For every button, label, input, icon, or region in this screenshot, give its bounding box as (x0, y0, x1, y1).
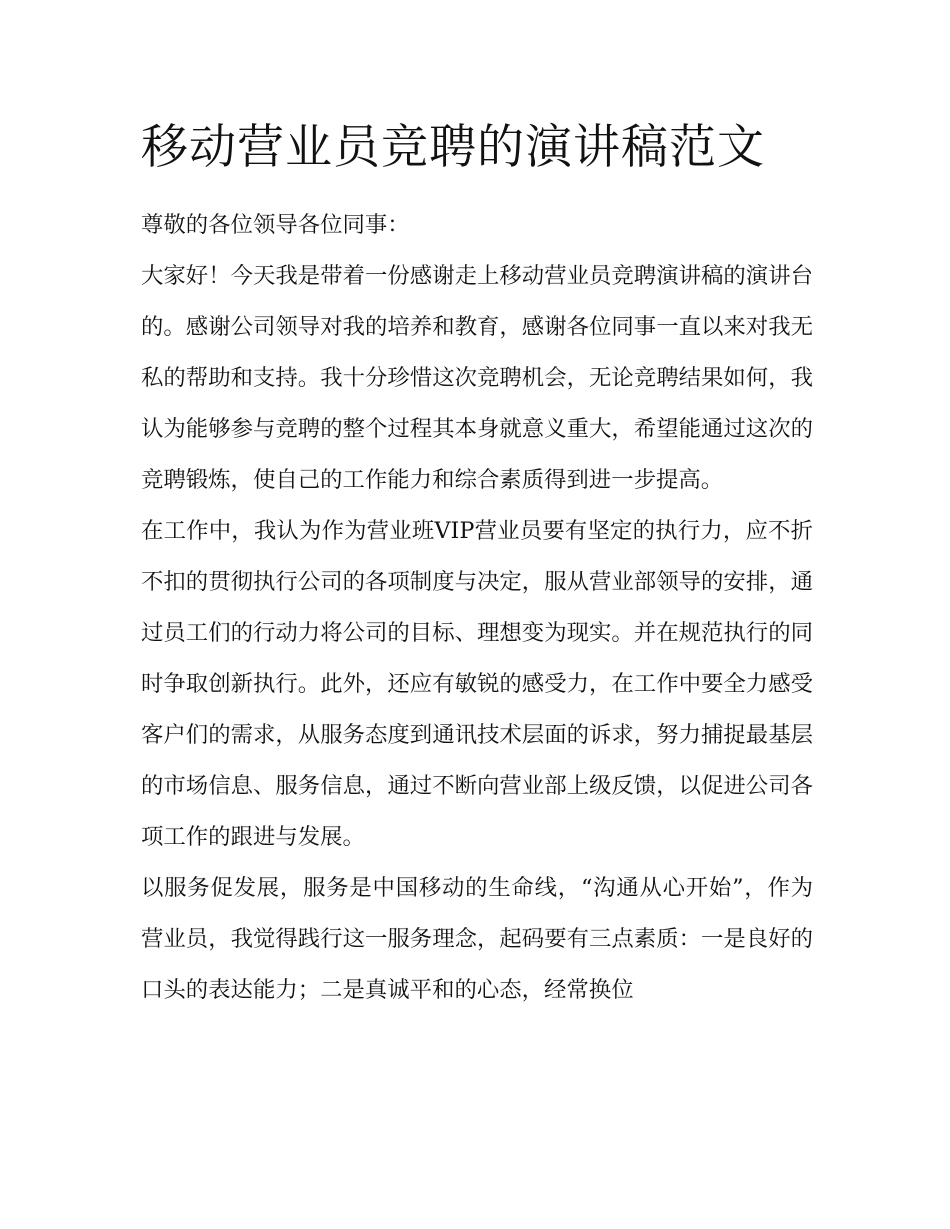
body-paragraph: 以服务促发展，服务是中国移动的生命线，“沟通从心开始”，作为营业员，我觉得践行这一服务理念，起码要有三点素质：一是良好的口头的表达能力；二是真诚平和的心态，经常换位 (141, 875, 813, 1003)
document-page (141, 112, 813, 1016)
salutation-paragraph: 尊敬的各位领导各位同事： (141, 212, 410, 238)
document-title: 移动营业员竞聘的演讲稿范文 (141, 120, 765, 175)
body-paragraph: 在工作中，我认为作为营业班VIP营业员要有坚定的执行力，应不折不扣的贯彻执行公司的各项制度与决定，服从营业部领导的安排，通过员工们的行动力将公司的目标、理想变为现实。并在规范执行的同时争取创新执行。此外，还应有敏锐的感受力，在工作中要全力感受客户们的需求，从服务态度到通讯技术层面的诉求，努力捕捉最基层的市场信息、服务信息，通过不断向营业部上级反馈，以促进公司各项工作的跟进与发展。 (141, 518, 813, 850)
body-paragraph: 大家好！今天我是带着一份感谢走上移动营业员竞聘演讲稿的演讲台的。感谢公司领导对我的培养和教育，感谢各位同事一直以来对我无私的帮助和支持。我十分珍惜这次竞聘机会，无论竞聘结果如何，我认为能够参与竞聘的整个过程其本身就意义重大，希望能通过这次的竞聘锻炼，使自己的工作能力和综合素质得到进一步提高。 (141, 263, 813, 493)
